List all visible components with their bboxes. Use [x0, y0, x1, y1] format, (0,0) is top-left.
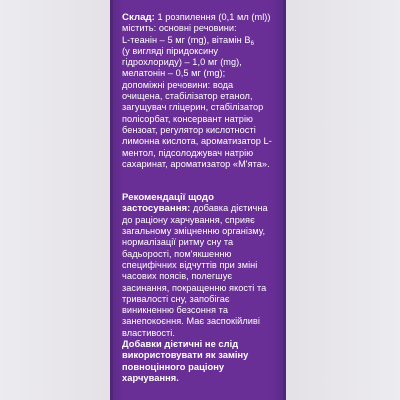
recommendations-heading: Рекомендації щодо застосування: — [122, 192, 214, 215]
composition-heading: Склад: — [122, 12, 155, 23]
composition-melatonin: мелатонін – 0,5 мг (mg); — [122, 68, 226, 79]
composition-auxiliary: допоміжні речовини: вода очищена, стабілізатор етанол, загущувач гліцерин, стабілізатор полісорбат, консервант натрію бензоат, регулятор кислотності лимонна кислота, ароматизатор L-ментол, підсолоджувач натрію сахаринат, ароматизатор «М'ята». — [122, 79, 272, 169]
label-edge-right — [283, 0, 286, 400]
composition-pyridoxine: (у вигляді піридоксину гідрохлориду) – 1,0 мг (mg), — [122, 45, 242, 68]
composition-ltheanine-line — [122, 35, 276, 46]
recommendations-section — [122, 192, 276, 384]
vitamin-subscript: 6 — [250, 40, 254, 47]
composition-ltheanine: L-теанін – 5 мг (mg), вітамін В — [122, 34, 251, 45]
product-label — [110, 0, 286, 400]
section-gap — [122, 170, 276, 192]
composition-paragraph — [122, 12, 276, 35]
recommendations-text: добавка дієтична до раціону харчування, сприяє загальному зміцненню організму, нормалізації ритму сну та бадьорості, пом'якшенню специфічних відчуттів при зміні часових поясів, полегшує засинання, покращенню якості та тривалості сну, запобігає виникненню безсоння та занепокоєння. Має заспокійливі властивості. — [122, 203, 268, 338]
recommendations-paragraph — [122, 192, 276, 339]
warning-text: Добавки дієтичні не слід використовувати як заміну повноцінного раціону харчування. — [122, 339, 249, 383]
composition-intro: 1 розпилення (0,1 мл (ml)) містить: основні речовини: — [122, 12, 271, 34]
composition-section — [122, 12, 276, 170]
label-edge-left — [110, 0, 113, 400]
